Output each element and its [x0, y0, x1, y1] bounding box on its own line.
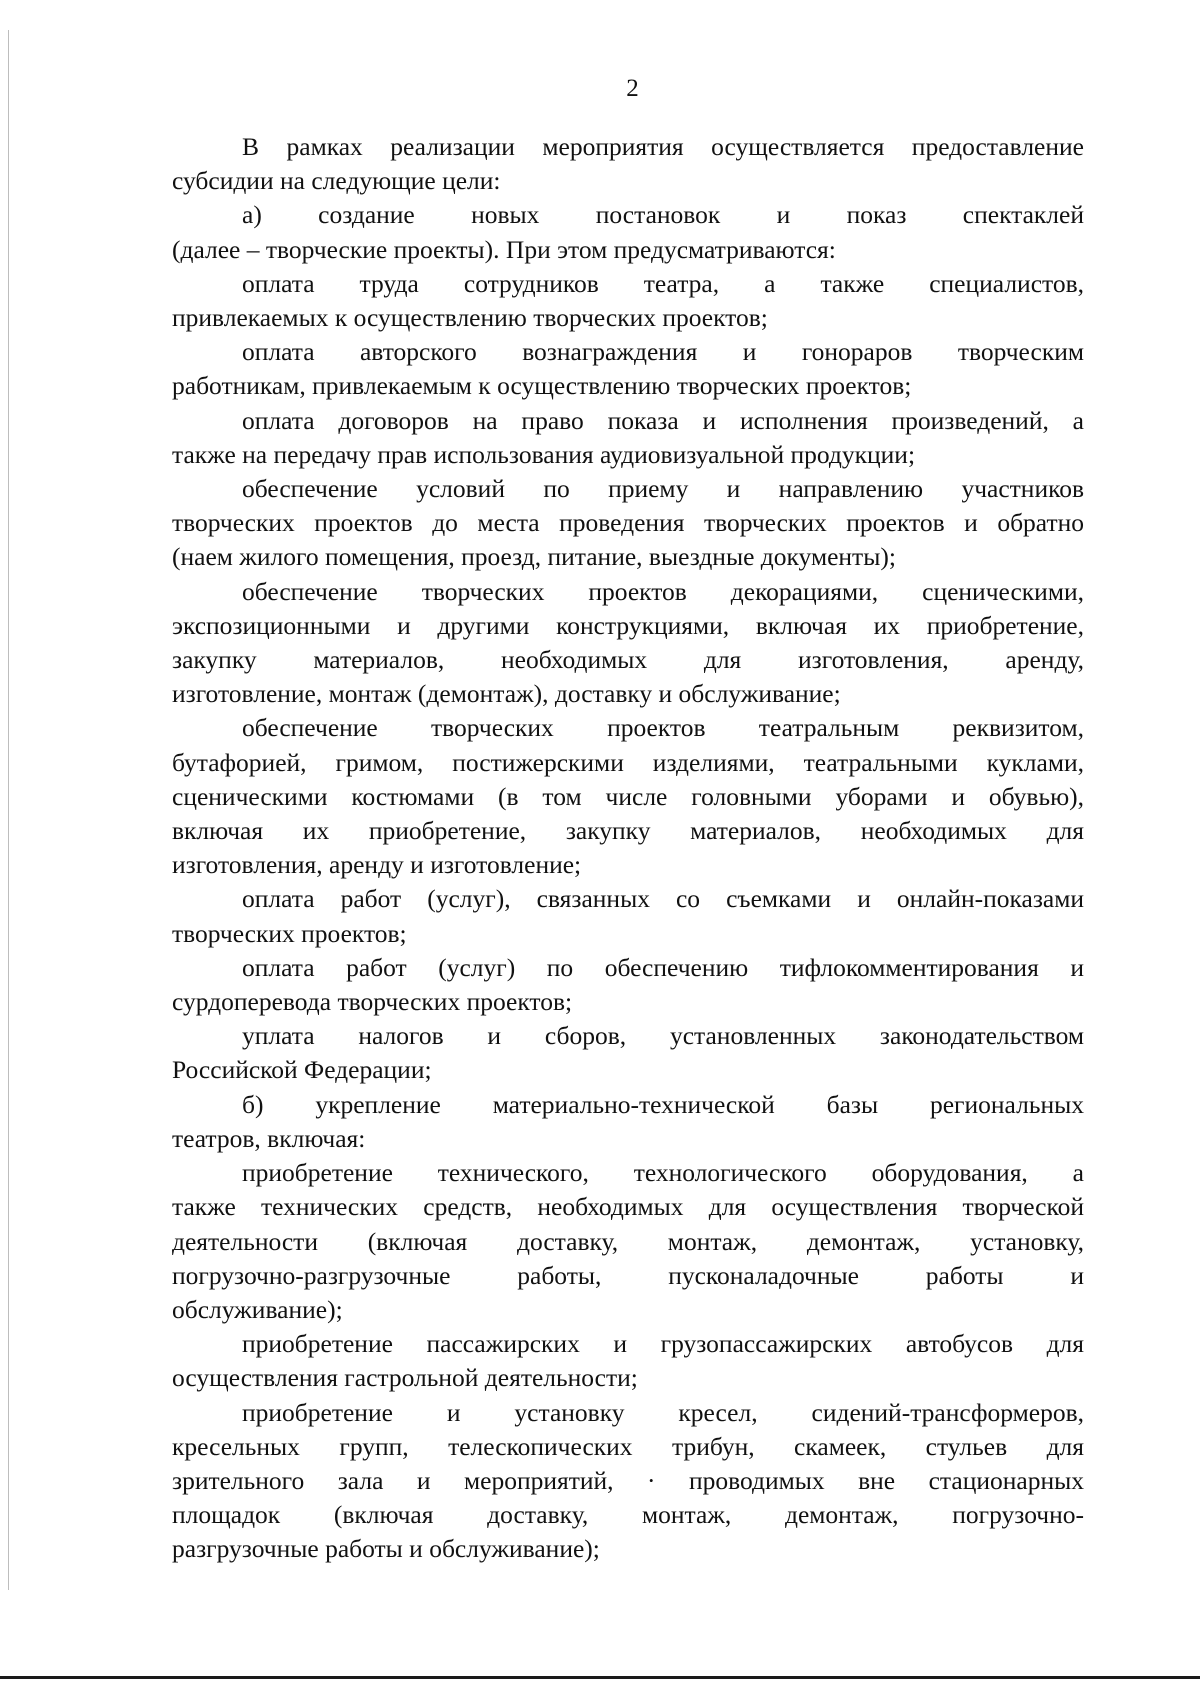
paragraph-line: приобретение технического, технологического оборудования, а [242, 1158, 1084, 1188]
paragraph-line: деятельности (включая доставку, монтаж, демонтаж, установку, [172, 1226, 1084, 1256]
paragraph-line: обеспечение условий по приему и направлению участников [242, 474, 1084, 504]
paragraph-p5 [172, 404, 1084, 472]
paragraph-line: Российской Федерации; [172, 1055, 432, 1085]
paragraph-p7 [172, 575, 1084, 712]
paragraph-p3 [172, 267, 1084, 335]
paragraph-line: (наем жилого помещения, проезд, питание, выездные документы); [172, 542, 896, 572]
paragraph-line: обслуживание); [172, 1294, 343, 1324]
scan-bottom-edge-line [0, 1676, 1200, 1679]
paragraph-p10 [172, 951, 1084, 1019]
paragraph-line: приобретение и установку кресел, сидений-трансформеров, [242, 1397, 1084, 1427]
page-number: 2 [626, 75, 639, 102]
paragraph-line: оплата договоров на право показа и исполнения произведений, а [242, 405, 1084, 435]
paragraph-p14 [172, 1327, 1084, 1395]
paragraph-line: бутафорией, гримом, постижерскими изделиями, театральными куклами, [172, 747, 1084, 777]
paragraph-line: изготовления, аренду и изготовление; [172, 850, 582, 880]
paragraph-line: привлекаемых к осуществлению творческих проектов; [172, 303, 768, 333]
paragraph-line: а) создание новых постановок и показ спектаклей [242, 200, 1084, 230]
paragraph-line: также на передачу прав использования аудиовизуальной продукции; [172, 439, 916, 469]
paragraph-line: оплата работ (услуг) по обеспечению тифлокомментирования и [242, 952, 1084, 982]
paragraph-p8 [172, 711, 1084, 882]
paragraph-line: зрительного зала и мероприятий, · проводимых вне стационарных [172, 1465, 1084, 1495]
paragraph-line: (далее – творческие проекты). При этом предусматриваются: [172, 234, 836, 264]
paragraph-p13 [172, 1156, 1084, 1327]
paragraph-line: кресельных групп, телескопических трибун, скамеек, стульев для [172, 1431, 1084, 1461]
scan-left-edge-line [8, 30, 9, 1590]
paragraph-line: сурдоперевода творческих проектов; [172, 987, 573, 1017]
paragraph-line: разгрузочные работы и обслуживание); [172, 1534, 600, 1564]
paragraph-line: творческих проектов; [172, 918, 407, 948]
paragraph-line: творческих проектов до места проведения творческих проектов и обратно [172, 508, 1084, 538]
paragraph-p9 [172, 882, 1084, 950]
paragraph-p4 [172, 335, 1084, 403]
paragraph-line: также технических средств, необходимых для осуществления творческой [172, 1192, 1084, 1222]
paragraph-line: обеспечение творческих проектов декорациями, сценическими, [242, 576, 1084, 606]
paragraph-line: театров, включая: [172, 1123, 366, 1153]
paragraph-line: площадок (включая доставку, монтаж, демонтаж, погрузочно- [172, 1500, 1084, 1530]
paragraph-p11 [172, 1019, 1084, 1087]
paragraph-line: оплата авторского вознаграждения и гонораров творческим [242, 337, 1084, 367]
paragraph-line: экспозиционными и другими конструкциями, включая их приобретение, [172, 610, 1084, 640]
paragraph-line: обеспечение творческих проектов театральным реквизитом, [242, 713, 1084, 743]
paragraph-line: включая их приобретение, закупку материалов, необходимых для [172, 816, 1084, 846]
paragraph-line: изготовление, монтаж (демонтаж), доставку и обслуживание; [172, 679, 841, 709]
paragraph-line: субсидии на следующие цели: [172, 166, 501, 196]
paragraph-line: осуществления гастрольной деятельности; [172, 1363, 638, 1393]
paragraph-line: закупку материалов, необходимых для изготовления, аренду, [172, 645, 1084, 675]
paragraph-p1 [172, 130, 1084, 198]
paragraph-line: В рамках реализации мероприятия осуществляется предоставление [242, 132, 1084, 161]
paragraph-line: оплата работ (услуг), связанных со съемками и онлайн-показами [242, 884, 1084, 914]
paragraph-line: б) укрепление материально-технической базы региональных [242, 1089, 1084, 1119]
paragraph-line: сценическими костюмами (в том числе головными уборами и обувью), [172, 781, 1084, 811]
paragraph-p12 [172, 1088, 1084, 1156]
paragraph-p15 [172, 1396, 1084, 1567]
paragraph-line: оплата труда сотрудников театра, а также специалистов, [242, 268, 1084, 298]
paragraph-line: погрузочно-разгрузочные работы, пусконаладочные работы и [172, 1260, 1084, 1290]
paragraph-p2 [172, 198, 1084, 266]
paragraph-line: приобретение пассажирских и грузопассажирских автобусов для [242, 1329, 1084, 1359]
paragraph-line: работникам, привлекаемым к осуществлению творческих проектов; [172, 371, 912, 401]
document-body [172, 130, 1084, 1567]
paragraph-line: уплата налогов и сборов, установленных законодательством [242, 1021, 1084, 1051]
paragraph-p6 [172, 472, 1084, 575]
